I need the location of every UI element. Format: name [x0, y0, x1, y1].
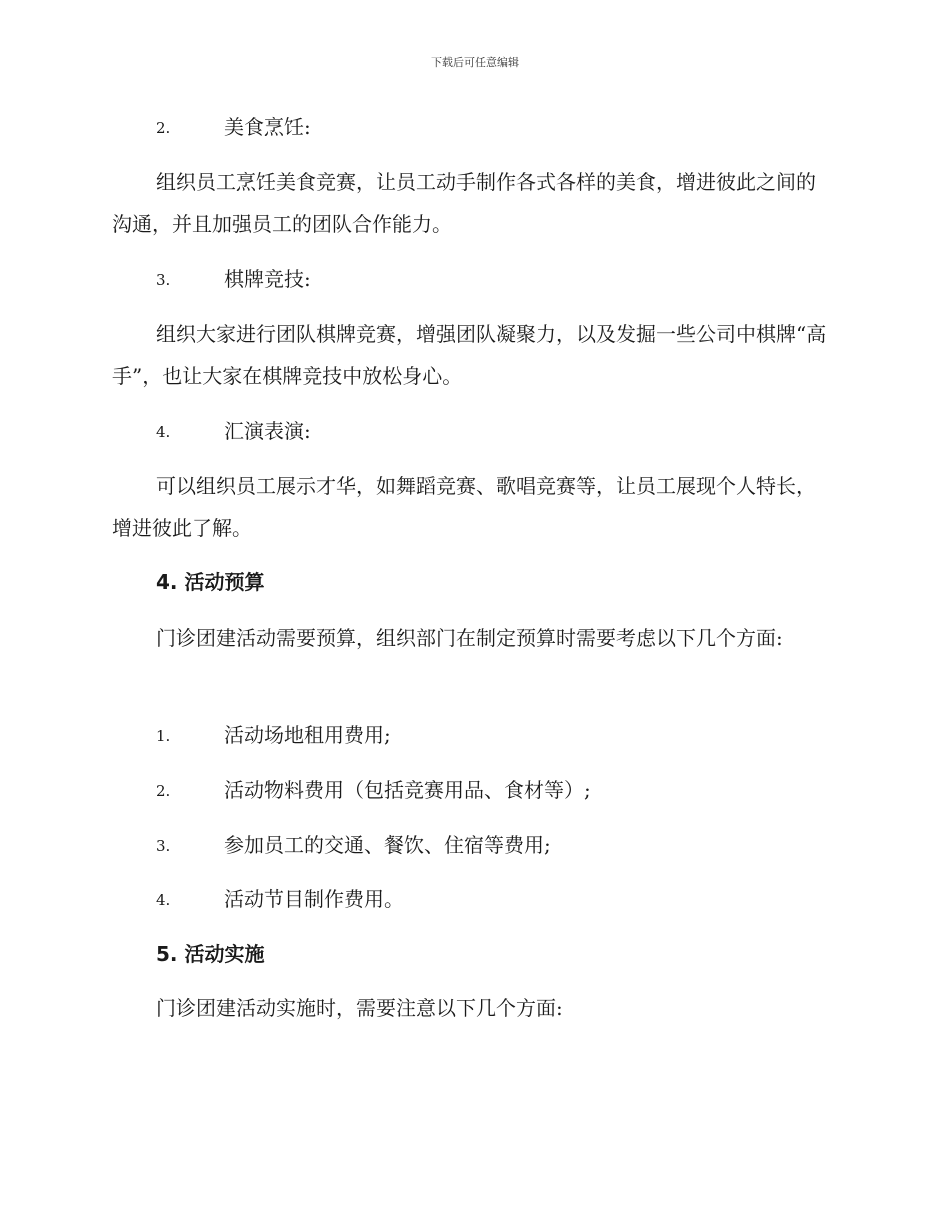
- list-item-cooking: [156, 112, 836, 142]
- list-item-chess: [156, 264, 836, 294]
- list-label: 美食烹饪:: [224, 115, 311, 139]
- paragraph-show: 可以组织员工展示才华，如舞蹈竞赛、歌唱竞赛等，让员工展现个人特长，增进彼此了解。: [112, 474, 816, 540]
- list-label: 活动场地租用费用;: [224, 723, 391, 747]
- list-number: 4.: [156, 423, 171, 441]
- section-heading-implementation: 5. 活动实施: [156, 942, 265, 966]
- paragraph-implementation: 门诊团建活动实施时，需要注意以下几个方面:: [156, 996, 563, 1020]
- list-number: 3.: [156, 271, 171, 289]
- paragraph-cooking: 组织员工烹饪美食竞赛，让员工动手制作各式各样的美食，增进彼此之间的沟通，并且加强员工的团队合作能力。: [112, 170, 816, 236]
- list-label: 活动节目制作费用。: [224, 887, 404, 911]
- paragraph-budget: 门诊团建活动需要预算，组织部门在制定预算时需要考虑以下几个方面:: [156, 626, 783, 650]
- list-number: 3.: [156, 837, 171, 855]
- page-header: 下载后可任意编辑: [431, 56, 519, 69]
- list-number: 2.: [156, 119, 171, 137]
- paragraph-chess: 组织大家进行团队棋牌竞赛，增强团队凝聚力，以及发掘一些公司中棋牌“高手”，也让大家在棋牌竞技中放松身心。: [112, 322, 827, 388]
- list-number: 4.: [156, 891, 171, 909]
- list-label: 汇演表演:: [224, 419, 311, 443]
- budget-list-item-2: [156, 775, 836, 805]
- section-heading-budget: 4. 活动预算: [156, 570, 265, 594]
- budget-list-item-1: [156, 720, 836, 750]
- list-number: 1.: [156, 727, 171, 745]
- list-label: 活动物料费用（包括竞赛用品、食材等）;: [224, 778, 591, 802]
- budget-list-item-3: [156, 830, 836, 860]
- list-item-show: [156, 416, 836, 446]
- list-number: 2.: [156, 782, 171, 800]
- budget-list-item-4: [156, 884, 836, 914]
- list-label: 棋牌竞技:: [224, 267, 311, 291]
- list-label: 参加员工的交通、餐饮、住宿等费用;: [224, 833, 551, 857]
